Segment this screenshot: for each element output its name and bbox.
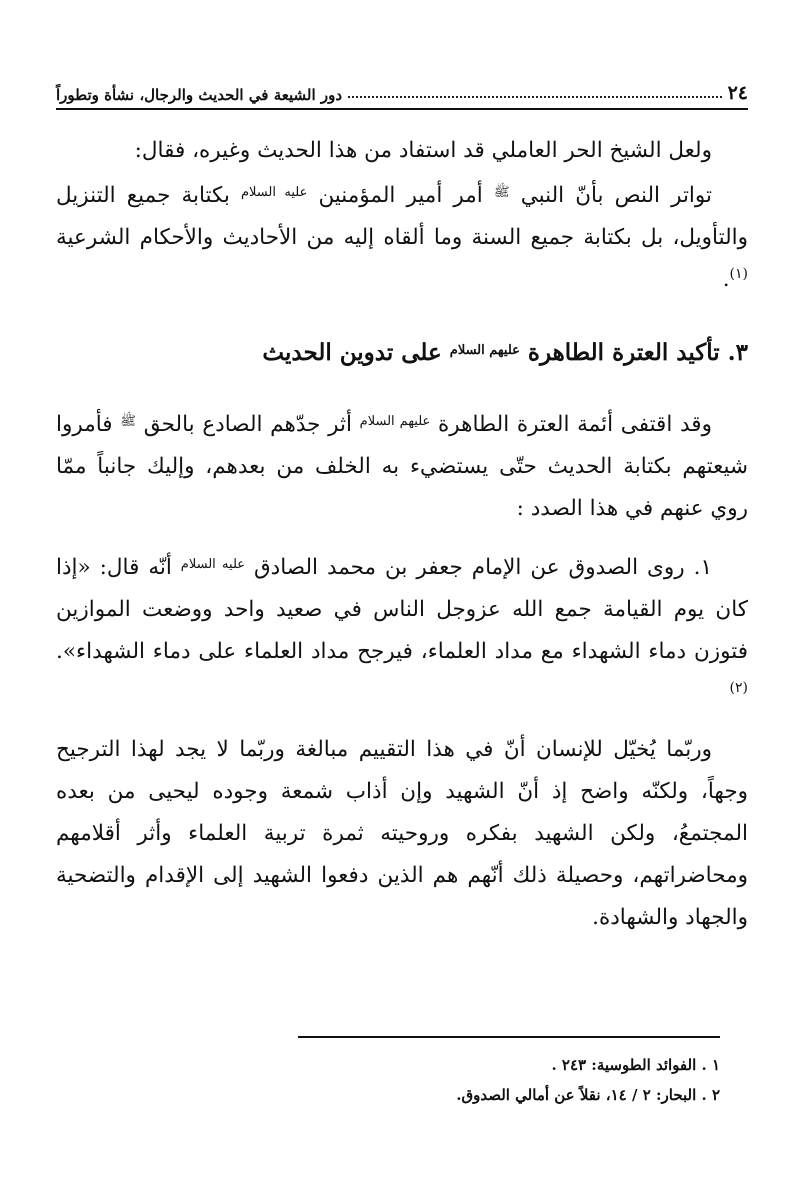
heading-text-2: على تدوين الحديث: [262, 339, 442, 366]
footnotes: [56, 1050, 720, 1110]
header-dotted-leader: [348, 96, 722, 98]
section-heading: [56, 331, 748, 373]
honorific-imam: عليه السلام: [241, 185, 308, 200]
item1-honorific: عليه السلام: [180, 557, 246, 572]
para2-text-3: فأمروا شيعتهم بكتابة الحديث حتّى يستضيء به الخلف من بعدهم، وإليك جانباً ممّا روي عنهم في هذا الصدد :: [56, 412, 748, 521]
quote-text-1: تواتر النص بأنّ النبي: [520, 183, 712, 208]
page-body: [56, 130, 748, 939]
page-number: ٢٤: [727, 82, 748, 104]
footnote-1: ١ . الفوائد الطوسية: ٢٤٣ .: [551, 1056, 720, 1074]
footnote-marker-2: (٢): [729, 679, 748, 696]
page-header: [56, 64, 748, 104]
para2-text-2: أثر جدّهم الصادع بالحق: [143, 412, 352, 437]
item1-text-1: ١. روى الصدوق عن الإمام جعفر بن محمد الصادق: [254, 555, 712, 580]
para2-honorific-2: ﷺ: [120, 414, 137, 429]
heading-honorific: عليهم السلام: [449, 343, 520, 358]
intro-paragraph: [56, 130, 748, 172]
running-title: دور الشيعة في الحديث والرجال، نشأة وتطوراً: [56, 86, 343, 104]
intro-text: ولعل الشيخ الحر العاملي قد استفاد من هذا الحديث وغيره، فقال:: [134, 138, 712, 163]
quote-paragraph: تواتر النص بأنّ النبي $^ﷺ$ أمر أمير المؤمنين $^{عليه السلام}$ بكتابة جميع التنزيل والتأويل، بل بكتابة جميع السنة وما ألقاه إليه من الأحاديث والأحكام الشرعية $^{(١)}$.: [56, 183, 748, 292]
numbered-item-1: [56, 544, 748, 715]
footnote-marker-1: (١): [729, 265, 748, 282]
para2-text-1: وقد اقتفى أئمة العترة الطاهرة: [438, 412, 712, 437]
item1-text-2: أنّه قال: «إذا كان يوم القيامة جمع الله عزوجل الناس في صعيد واحد ووضعت الموازين فتوزن دماء الشهداء مع مداد العلماء، فيرجح مداد العلماء على دماء الشهداء».: [56, 555, 748, 664]
paragraph-imams: [56, 401, 748, 530]
quote-text-3: بكتابة جميع التنزيل والتأويل، بل بكتابة جميع السنة وما ألقاه إليه من الأحاديث والأحكام الشرعية: [56, 183, 748, 250]
honorific-prophet: ﷺ: [493, 185, 510, 200]
footnote-rule: [298, 1036, 720, 1038]
para2-honorific-1: عليهم السلام: [359, 414, 431, 429]
quote-text-2: أمر أمير المؤمنين: [318, 183, 483, 208]
paragraph-martyr: [56, 729, 748, 939]
footnote-2: ٢ . البحار: ٢ / ١٤، نقلاً عن أمالي الصدوق.: [456, 1086, 720, 1104]
header-rule: [56, 108, 748, 110]
para3-text: وربّما يُخيّل للإنسان أنّ في هذا التقييم مبالغة وربّما لا يجد لهذا الترجيح وجهاً، ولكنّه واضح إذ أنّ الشهيد وإن أذاب شمعة وجوده ليحيى من بعده المجتمعُ، ولكن الشهيد بفكره وروحيته ثمرة تربية العلماء وأثر أقلامهم ومحاضراتهم، وحصيلة ذلك أنّهم هم الذين دفعوا الشهيد إلى الإقدام والتضحية والجهاد والشهادة.: [56, 737, 748, 930]
heading-text-1: ٣. تأكيد العترة الطاهرة: [527, 339, 748, 366]
